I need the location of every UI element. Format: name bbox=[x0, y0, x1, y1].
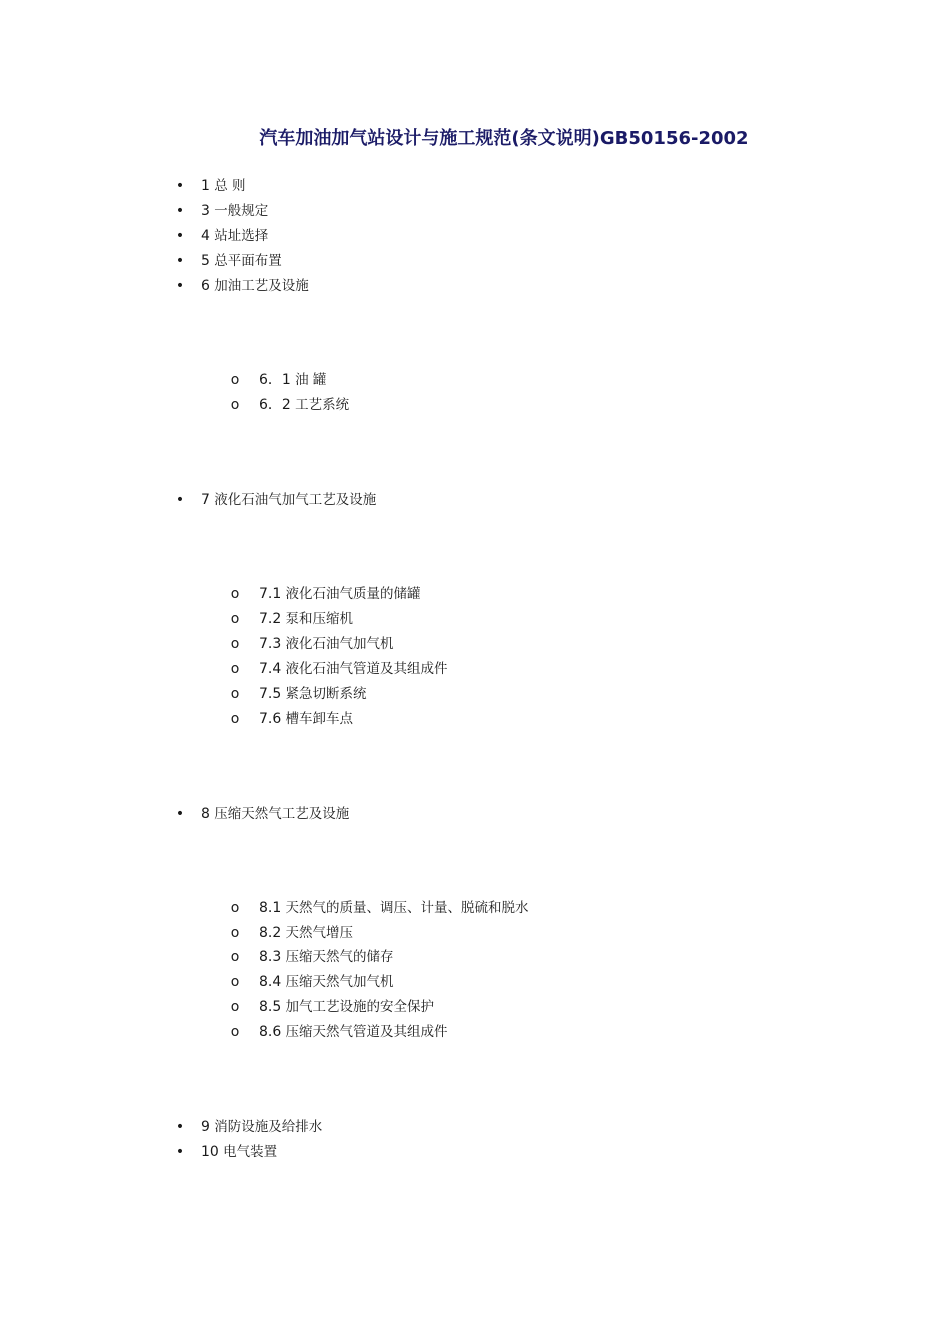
toc-item-label: 消防设施及给排水 bbox=[209, 1119, 323, 1135]
toc-item-number: 9 bbox=[201, 1119, 210, 1135]
toc-subitem-number: 7.3 bbox=[259, 636, 282, 652]
toc-subitem-number: 7.1 bbox=[259, 586, 282, 602]
toc-item-label: 总平面布置 bbox=[209, 253, 282, 269]
bullet-marker: • bbox=[175, 1144, 185, 1160]
toc-subitem-number: 7.4 bbox=[259, 661, 282, 677]
toc-subitem-number: 8.2 bbox=[259, 925, 282, 941]
toc-subitem-label: 天然气的质量、调压、计量、脱硫和脱水 bbox=[281, 900, 529, 916]
toc-item-label: 一般规定 bbox=[209, 203, 269, 219]
toc-item-label: 总 则 bbox=[209, 178, 246, 194]
toc-item-number: 3 bbox=[201, 203, 210, 219]
toc-item-label: 加油工艺及设施 bbox=[209, 278, 309, 294]
toc-subitem-label: 液化石油气管道及其组成件 bbox=[281, 661, 448, 677]
sub-marker: o bbox=[230, 636, 240, 652]
sub-marker: o bbox=[230, 1024, 240, 1040]
toc-subitem-number: 8.1 bbox=[259, 900, 282, 916]
sub-marker: o bbox=[230, 900, 240, 916]
toc-subitem-label: 泵和压缩机 bbox=[281, 611, 354, 627]
toc-subitem-number: 6．1 bbox=[259, 372, 291, 388]
sub-marker: o bbox=[230, 661, 240, 677]
document-title: 汽车加油加气站设计与施工规范(条文说明)GB50156-2002 bbox=[259, 128, 749, 149]
sub-marker: o bbox=[230, 925, 240, 941]
toc-item-label: 电气装置 bbox=[218, 1144, 278, 1160]
bullet-marker: • bbox=[175, 178, 185, 194]
toc-subitem-number: 7.5 bbox=[259, 686, 282, 702]
toc-item-number: 1 bbox=[201, 178, 210, 194]
toc-subitem-number: 8.3 bbox=[259, 949, 282, 965]
toc-subitem-label: 槽车卸车点 bbox=[281, 711, 354, 727]
toc-subitem-label: 加气工艺设施的安全保护 bbox=[281, 999, 435, 1015]
toc-subitem-label: 液化石油气质量的储罐 bbox=[281, 586, 421, 602]
toc-subitem-label: 液化石油气加气机 bbox=[281, 636, 394, 652]
toc-item-number: 10 bbox=[201, 1144, 219, 1160]
toc-subitem-label: 工艺系统 bbox=[290, 397, 350, 413]
toc-item-number: 4 bbox=[201, 228, 210, 244]
bullet-marker: • bbox=[175, 806, 185, 822]
sub-marker: o bbox=[230, 586, 240, 602]
sub-marker: o bbox=[230, 711, 240, 727]
toc-item-number: 7 bbox=[201, 492, 210, 508]
toc-subitem-label: 压缩天然气的储存 bbox=[281, 949, 394, 965]
toc-subitem-number: 8.5 bbox=[259, 999, 282, 1015]
sub-marker: o bbox=[230, 397, 240, 413]
bullet-marker: • bbox=[175, 253, 185, 269]
toc-subitem-number: 6．2 bbox=[259, 397, 291, 413]
sub-marker: o bbox=[230, 686, 240, 702]
toc-subitem-number: 7.2 bbox=[259, 611, 282, 627]
bullet-marker: • bbox=[175, 228, 185, 244]
toc-subitem-label: 压缩天然气管道及其组成件 bbox=[281, 1024, 448, 1040]
sub-marker: o bbox=[230, 949, 240, 965]
toc-item-label: 站址选择 bbox=[209, 228, 269, 244]
bullet-marker: • bbox=[175, 1119, 185, 1135]
bullet-marker: • bbox=[175, 203, 185, 219]
toc-subitem-label: 油 罐 bbox=[290, 372, 327, 388]
sub-marker: o bbox=[230, 372, 240, 388]
toc-item-number: 6 bbox=[201, 278, 210, 294]
sub-marker: o bbox=[230, 999, 240, 1015]
sub-marker: o bbox=[230, 974, 240, 990]
toc-item-label: 液化石油气加气工艺及设施 bbox=[209, 492, 377, 508]
toc-subitem-label: 天然气增压 bbox=[281, 925, 354, 941]
toc-subitem-number: 7.6 bbox=[259, 711, 282, 727]
bullet-marker: • bbox=[175, 492, 185, 508]
toc-subitem-label: 紧急切断系统 bbox=[281, 686, 367, 702]
sub-marker: o bbox=[230, 611, 240, 627]
bullet-marker: • bbox=[175, 278, 185, 294]
toc-subitem-label: 压缩天然气加气机 bbox=[281, 974, 394, 990]
toc-item-label: 压缩天然气工艺及设施 bbox=[209, 806, 350, 822]
toc-item-number: 8 bbox=[201, 806, 210, 822]
toc-item-number: 5 bbox=[201, 253, 210, 269]
toc-subitem-number: 8.4 bbox=[259, 974, 282, 990]
toc-subitem-number: 8.6 bbox=[259, 1024, 282, 1040]
